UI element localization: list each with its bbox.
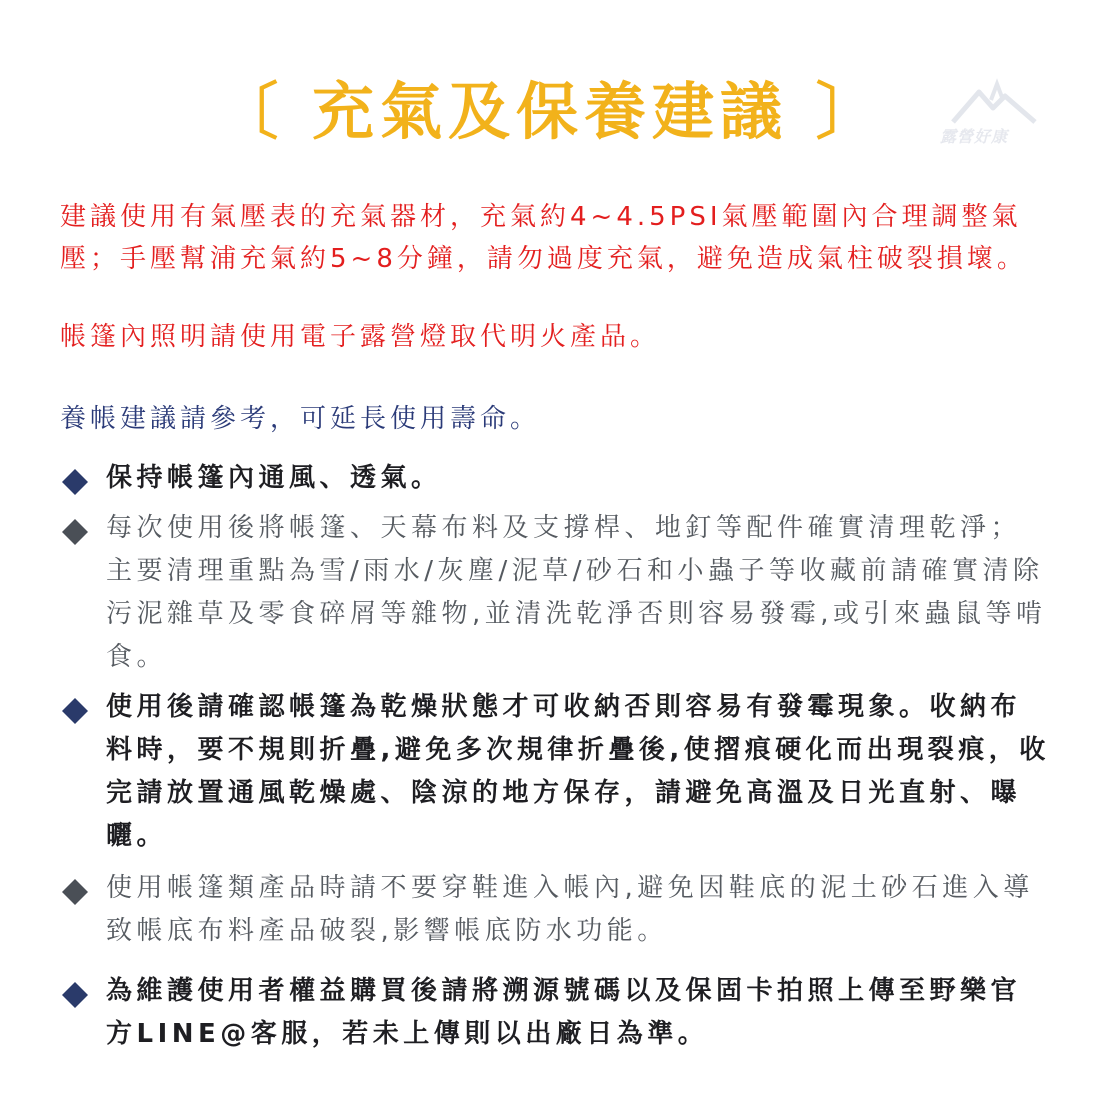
care-item (60, 867, 1050, 953)
diamond-bullet-icon (60, 696, 90, 726)
diamond-bullet-icon (60, 877, 90, 907)
inflation-note: 建議使用有氣壓表的充氣器材，充氣約4~4.5PSI氣壓範圍內合理調整氣壓；手壓幫浦充氣約5~8分鐘，請勿過度充氣，避免造成氣柱破裂損壞。 (60, 202, 1027, 274)
diamond-bullet-icon (60, 517, 90, 547)
care-item-text: 使用帳篷類產品時請不要穿鞋進入帳內,避免因鞋底的泥土砂石進入導致帳底布料產品破裂,影響帳底防水功能。 (106, 873, 1034, 946)
care-item-text: 保持帳篷內通風、透氣。 (106, 463, 442, 493)
page-title: 〔 充氣及保養建議 〕 (216, 75, 884, 148)
care-item (60, 507, 1050, 679)
care-intro: 養帳建議請參考，可延長使用壽命。 (60, 404, 541, 434)
care-item-text: 使用後請確認帳篷為乾燥狀態才可收納否則容易有發霉現象。收納布料時，要不規則折疊,避免多次規律折疊後,使摺痕硬化而出現裂痕，收完請放置通風乾燥處、陰涼的地方保存，請避免高溫及日光直射、曝曬。 (106, 692, 1050, 851)
care-item (60, 686, 1050, 858)
lighting-note: 帳篷內照明請使用電子露營燈取代明火產品。 (60, 322, 661, 352)
diamond-bullet-icon (60, 467, 90, 497)
diamond-bullet-icon (60, 980, 90, 1010)
care-item (60, 970, 1050, 1056)
care-item-text: 每次使用後將帳篷、天幕布料及支撐桿、地釘等配件確實清理乾淨；主要清理重點為雪/雨水/灰塵/泥草/砂石和小蟲子等收藏前請確實清除污泥雜草及零食碎屑等雜物,並清洗乾淨否則容易發霉,或引來蟲鼠等啃食。 (106, 513, 1047, 672)
care-item-text: 為維護使用者權益購買後請將溯源號碼以及保固卡拍照上傳至野樂官方LINE@客服，若未上傳則以出廠日為準。 (106, 976, 1022, 1049)
care-item (60, 457, 1050, 500)
logo-text: 露營好康 (940, 127, 1009, 146)
